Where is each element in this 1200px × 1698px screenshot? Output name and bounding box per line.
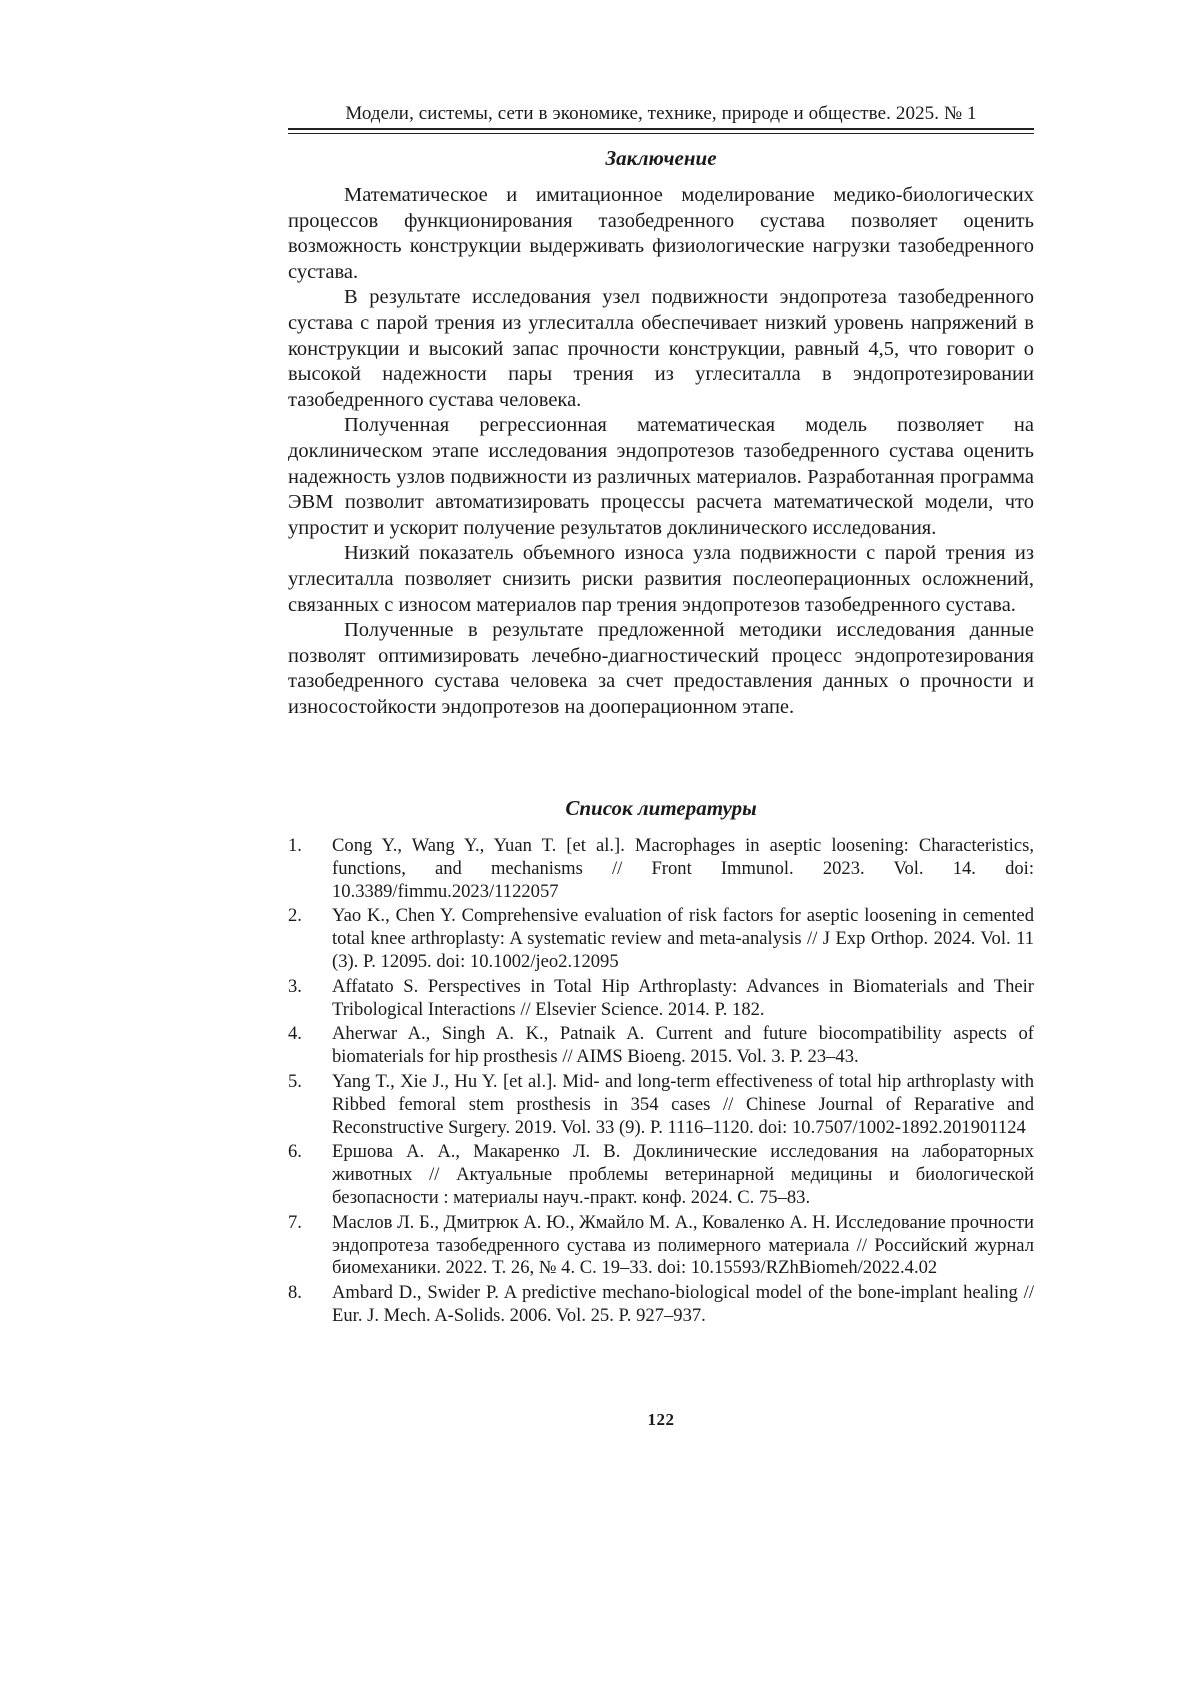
reference-number: 8. [288,1282,302,1304]
conclusion-title: Заключение [605,146,717,170]
running-head: Модели, системы, сети в экономике, технике, природе и обществе. 2025. № 1 [345,103,977,124]
reference-text: Yang T., Xie J., Hu Y. [et al.]. Mid- and long-term effectiveness of total hip arthroplasty with Ribbed femoral stem prosthesis in 354 cases // Chinese Journal of Reparative and Reconstructive Surgery. 2019. Vol. 33 (9). P. 1116–1120. doi: 10.7507/1002-1892.201901124 [332,1070,1034,1138]
reference-number: 3. [288,975,302,997]
reference-item [288,1212,1034,1280]
reference-text: Affatato S. Perspectives in Total Hip Arthroplasty: Advances in Biomaterials and Their Tribological Interactions // Elsevier Science. 2014. P. 182. [332,975,1034,1020]
header-rule-thick [288,128,1034,130]
reference-item [288,835,1034,903]
reference-text: Маслов Л. Б., Дмитрюк А. Ю., Жмайло М. А., Коваленко А. Н. Исследование прочности эндопротеза тазобедренного сустава из полимерного материала // Российский журнал биомеханики. 2022. Т. 26, № 4. С. 19–33. doi: 10.15593/RZhBiomeh/2022.4.02 [332,1211,1034,1279]
conclusion-paragraph: В результате исследования узел подвижности эндопротеза тазобедренного сустава с парой трения из углеситалла обеспечивает низкий уровень напряжений в конструкции и высокий запас прочности конструкции, равный 4,5, что говорит о высокой надежности пары трения из углеситалла в эндопротезировании тазобедренного сустава человека. [288,286,1034,411]
reference-item [288,905,1034,973]
reference-number: 5. [288,1070,302,1092]
reference-item [288,976,1034,1022]
reference-number: 7. [288,1211,302,1233]
conclusion-paragraph: Полученная регрессионная математическая модель позволяет на доклиническом этапе исследования эндопротезов тазобедренного сустава оценить надежность узлов подвижности из различных материалов. Разработанная программа ЭВМ позволит автоматизировать процессы расчета математической модели, что упростит и ускорит получение результатов доклинического исследования. [288,414,1034,539]
conclusion-paragraph: Математическое и имитационное моделирование медико-биологических процессов функционирования тазобедренного сустава позволяет оценить возможность конструкции выдерживать физиологические нагрузки тазобедренного сустава. [288,184,1034,283]
header-rule-thin [288,133,1034,134]
conclusion-paragraph: Полученные в результате предложенной методики исследования данные позволят оптимизировать лечебно-диагностический процесс эндопротезирования тазобедренного сустава человека за счет предоставления данных о прочности и износостойкости эндопротезов на дооперационном этапе. [288,619,1034,718]
conclusion-body [288,183,1034,720]
reference-text: Cong Y., Wang Y., Yuan T. [et al.]. Macrophages in aseptic loosening: Characteristics, functions, and mechanisms // Front Immunol. 2023. Vol. 14. doi: 10.3389/fimmu.2023/1122057 [332,835,1034,902]
references-title: Список литературы [565,796,757,820]
reference-number: 4. [288,1023,302,1045]
reference-text: Ершова А. А., Макаренко Л. В. Доклинические исследования на лабораторных животных // Актуальные проблемы ветеринарной медицины и биологической безопасности : материалы науч.-практ. конф. 2024. С. 75–83. [332,1141,1034,1208]
reference-item [288,1282,1034,1328]
reference-number: 6. [288,1141,302,1163]
reference-item [288,1023,1034,1069]
conclusion-paragraph: Низкий показатель объемного износа узла подвижности с парой трения из углеситалла позволяет снизить риски развития послеоперационных осложнений, связанных с износом материалов пар трения эндопротезов тазобедренного сустава. [288,542,1034,616]
reference-list [288,835,1034,1330]
page-number: 122 [647,1410,675,1429]
reference-text: Aherwar A., Singh A. K., Patnaik A. Current and future biocompatibility aspects of biomaterials for hip prosthesis // AIMS Bioeng. 2015. Vol. 3. P. 23–43. [332,1023,1034,1068]
reference-item [288,1141,1034,1209]
reference-text: Ambard D., Swider P. A predictive mechano-biological model of the bone-implant healing // Eur. J. Mech. A-Solids. 2006. Vol. 25. P. 927–937. [332,1282,1034,1326]
reference-number: 1. [288,835,302,856]
reference-item [288,1071,1034,1139]
reference-number: 2. [288,905,302,927]
reference-text: Yao K., Chen Y. Comprehensive evaluation of risk factors for aseptic loosening in cemented total knee arthroplasty: A systematic review and meta-analysis // J Exp Orthop. 2024. Vol. 11 (3). P. 12095. doi: 10.1002/jeo2.12095 [332,905,1034,972]
